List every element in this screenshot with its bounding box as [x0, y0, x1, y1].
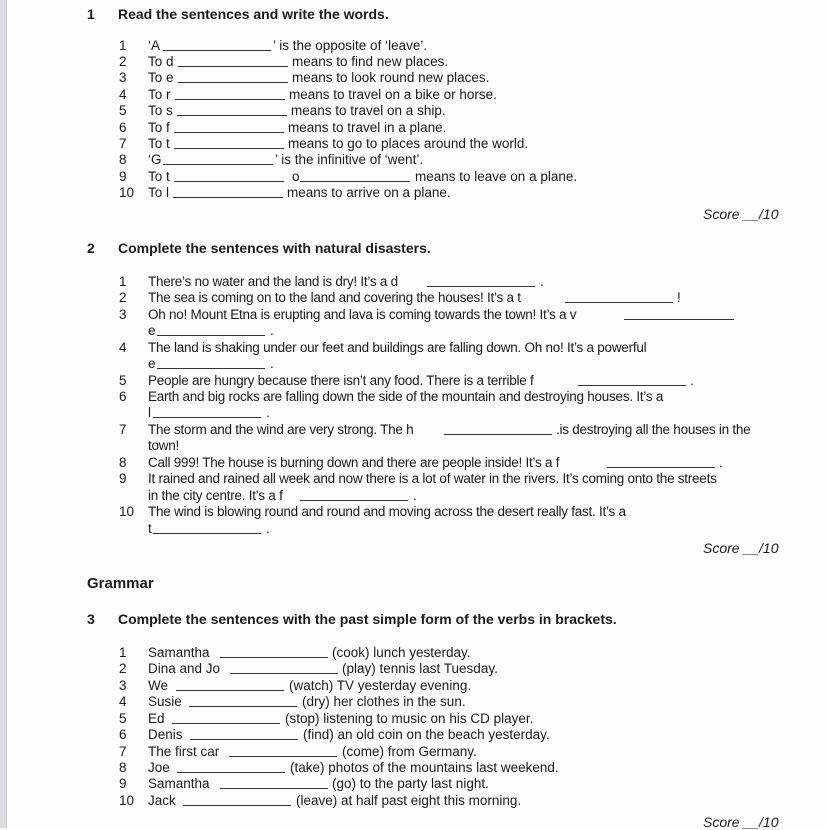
answer-blank[interactable]	[427, 275, 535, 287]
item-end: .	[719, 455, 723, 470]
answer-blank[interactable]	[153, 522, 261, 534]
item-text: (stop) listening to music on his CD player.	[285, 711, 534, 726]
item-text: means to look round new places.	[292, 70, 490, 85]
item-number: 2	[119, 661, 127, 676]
item-number: 9	[119, 169, 127, 184]
item-text: means to travel on a bike or horse.	[289, 87, 497, 102]
item-text: (leave) at half past eight this morning.	[296, 793, 522, 808]
item-text-line2: town!	[148, 438, 180, 453]
item-number: 1	[119, 38, 127, 53]
item-text: means to arrive on a plane.	[287, 185, 451, 200]
answer-blank[interactable]	[176, 679, 284, 691]
item-text: ’ is the infinitive of ‘went’.	[275, 152, 424, 167]
score-label: Score __/10	[703, 814, 779, 830]
answer-blank-2[interactable]	[157, 324, 265, 336]
item-text-line2: in the city centre. It’s a f	[148, 488, 283, 503]
item-text: (dry) her clothes in the sun.	[302, 694, 466, 709]
item-number: 3	[119, 70, 127, 85]
item-text: People are hungry because there isn’t any food. There is a terrible f	[148, 373, 534, 388]
item-prefix: ‘A	[148, 38, 161, 53]
answer-blank[interactable]	[444, 423, 552, 435]
item-subject: Susie	[148, 694, 182, 709]
answer-blank-2[interactable]	[300, 170, 410, 182]
item-number: 6	[119, 120, 127, 135]
item-number: 2	[119, 54, 127, 69]
exercise-title: Complete the sentences with natural disasters.	[118, 240, 431, 256]
item-text-line2: e	[148, 356, 156, 371]
answer-blank[interactable]	[177, 104, 287, 116]
item-text: (find) an old coin on the beach yesterday.	[303, 727, 550, 742]
item-end: .	[270, 323, 274, 338]
answer-blank[interactable]	[178, 71, 288, 83]
item-number: 9	[119, 776, 127, 791]
item-subject: The first car	[148, 744, 220, 759]
item-text: ’ is the opposite of ‘leave’.	[273, 38, 428, 53]
item-prefix-2: o	[292, 169, 300, 184]
item-text-line2: l	[148, 405, 151, 420]
item-subject: Joe	[148, 760, 170, 775]
item-subject: We	[148, 678, 169, 693]
item-text: Call 999! The house is burning down and there are people inside! It’s a f	[148, 455, 560, 470]
item-text: means to travel in a plane.	[288, 120, 447, 135]
answer-blank[interactable]	[174, 121, 284, 133]
item-text: means to leave on a plane.	[415, 169, 578, 184]
item-text: (watch) TV yesterday evening.	[289, 678, 472, 693]
answer-blank[interactable]	[174, 170, 284, 182]
item-subject: Jack	[148, 793, 176, 808]
item-subject: Ed	[148, 711, 165, 726]
item-number: 10	[119, 793, 135, 808]
item-number: 7	[119, 136, 127, 151]
item-number: 8	[119, 760, 127, 775]
item-number: 5	[119, 373, 127, 388]
item-prefix: To t	[148, 136, 170, 151]
item-number: 7	[119, 422, 127, 437]
item-number: 4	[119, 694, 127, 709]
item-prefix: To f	[148, 120, 170, 135]
answer-blank[interactable]	[177, 761, 285, 773]
item-number: 6	[119, 727, 127, 742]
item-subject: Dina and Jo	[148, 661, 221, 676]
answer-blank[interactable]	[189, 695, 297, 707]
exercise-number: 1	[87, 6, 95, 22]
item-number: 4	[119, 340, 127, 355]
item-number: 6	[119, 389, 127, 404]
exercise-number: 3	[87, 611, 95, 627]
page-edge	[0, 0, 7, 828]
item-number: 5	[119, 711, 127, 726]
answer-blank[interactable]	[183, 794, 291, 806]
section-heading-grammar: Grammar	[87, 575, 154, 592]
answer-blank[interactable]	[175, 88, 285, 100]
item-text: (go) to the party last night.	[332, 776, 489, 791]
answer-blank[interactable]	[624, 308, 734, 320]
answer-blank[interactable]	[157, 357, 265, 369]
item-number: 9	[119, 471, 127, 486]
exercise-title: Complete the sentences with the past simple form of the verbs in brackets.	[118, 611, 617, 627]
answer-blank[interactable]	[230, 662, 338, 674]
item-prefix: To t	[148, 169, 170, 184]
item-text: means to travel on a ship.	[291, 103, 446, 118]
item-number: 1	[119, 645, 127, 660]
answer-blank[interactable]	[220, 777, 328, 789]
item-text: Earth and big rocks are falling down the side of the mountain and destroying houses. It’s a	[148, 389, 664, 404]
item-end: .	[413, 488, 417, 503]
item-text-line2: e	[148, 323, 156, 338]
answer-blank[interactable]	[172, 712, 280, 724]
answer-blank[interactable]	[300, 489, 408, 501]
item-number: 7	[119, 744, 127, 759]
item-number: 10	[119, 504, 135, 519]
score-label: Score __/10	[703, 540, 779, 556]
answer-blank[interactable]	[153, 406, 261, 418]
answer-blank[interactable]	[220, 646, 328, 658]
score-label: Score __/10	[703, 206, 779, 222]
item-end: !	[677, 290, 681, 305]
answer-blank[interactable]	[190, 728, 298, 740]
item-prefix: To d	[148, 54, 174, 69]
item-end: .	[266, 405, 270, 420]
item-number: 1	[119, 274, 127, 289]
item-end: .	[266, 521, 270, 536]
answer-blank[interactable]	[163, 39, 271, 51]
item-end: .	[270, 356, 274, 371]
item-number: 3	[119, 678, 127, 693]
item-number: 3	[119, 307, 127, 322]
item-number: 8	[119, 455, 127, 470]
item-text: The storm and the wind are very strong. The h	[148, 422, 414, 437]
item-subject: Samantha	[148, 776, 210, 791]
item-number: 4	[119, 87, 127, 102]
item-text: Oh no! Mount Etna is erupting and lava is coming towards the town! It’s a v	[148, 307, 577, 322]
item-text: (come) from Germany.	[342, 744, 477, 759]
answer-blank[interactable]	[178, 55, 288, 67]
answer-blank[interactable]	[163, 153, 273, 165]
answer-blank[interactable]	[565, 291, 673, 303]
answer-blank[interactable]	[229, 745, 337, 757]
item-text: (take) photos of the mountains last weekend.	[290, 760, 559, 775]
item-prefix: To s	[148, 103, 173, 118]
item-text: means to go to places around the world.	[288, 136, 529, 151]
answer-blank[interactable]	[173, 186, 283, 198]
item-number: 10	[119, 185, 135, 200]
item-prefix: To r	[148, 87, 171, 102]
item-subject: Samantha	[148, 645, 210, 660]
item-text-after: .is destroying all the houses in the	[556, 422, 751, 437]
item-end: .	[690, 373, 694, 388]
exercise-title: Read the sentences and write the words.	[118, 6, 389, 22]
item-number: 5	[119, 103, 127, 118]
item-prefix: To e	[148, 70, 174, 85]
item-text: It rained and rained all week and now there is a lot of water in the rivers. It’s coming onto the streets	[148, 471, 717, 486]
answer-blank[interactable]	[578, 374, 686, 386]
item-text: The land is shaking under our feet and buildings are falling down. Oh no! It’s a powerful	[148, 340, 647, 355]
item-text: The wind is blowing round and round and moving across the desert really fast. It’s a	[148, 504, 626, 519]
item-prefix: To l	[148, 185, 170, 200]
item-prefix: ‘G	[148, 152, 162, 167]
answer-blank[interactable]	[607, 456, 715, 468]
item-text: (cook) lunch yesterday.	[332, 645, 471, 660]
item-text: means to find new places.	[292, 54, 449, 69]
item-subject: Denis	[148, 727, 183, 742]
item-text: (play) tennis last Tuesday.	[342, 661, 498, 676]
item-text-line2: t	[148, 521, 152, 536]
exercise-number: 2	[87, 240, 95, 256]
answer-blank[interactable]	[174, 137, 284, 149]
item-text: The sea is coming on to the land and covering the houses! It’s a t	[148, 290, 521, 305]
item-number: 8	[119, 152, 127, 167]
item-number: 2	[119, 290, 127, 305]
item-text: There’s no water and the land is dry! It’s a d	[148, 274, 398, 289]
item-end: .	[540, 274, 544, 289]
